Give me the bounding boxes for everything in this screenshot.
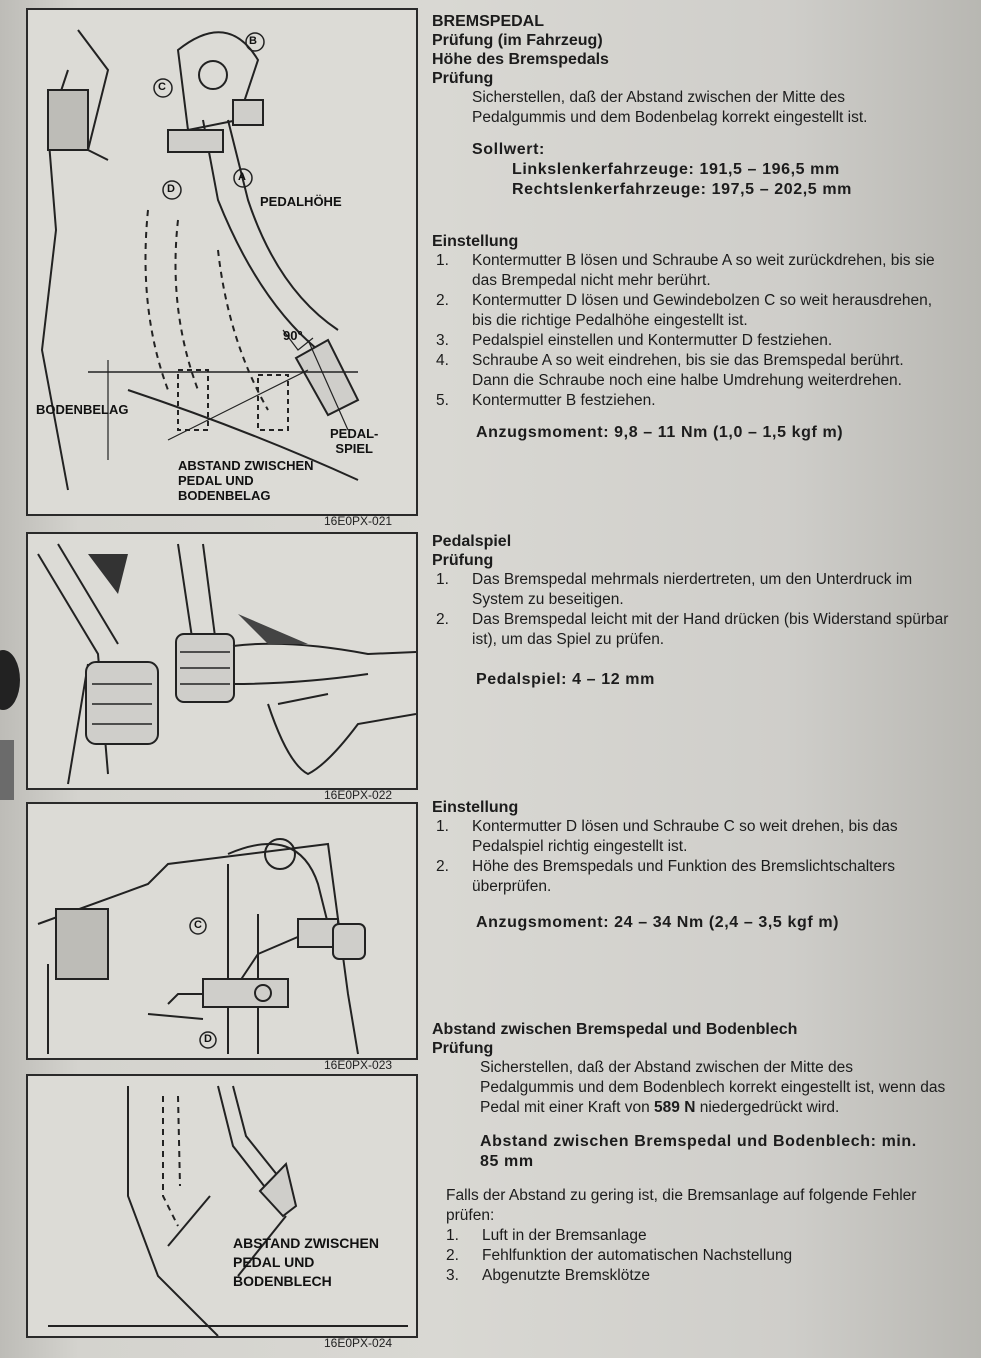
heading-adjustment: Einstellung — [432, 233, 519, 250]
section-adjustment-1 — [432, 232, 962, 443]
label-distance: ABSTAND ZWISCHEN PEDAL UND BODENBELAG — [178, 458, 314, 503]
step-item: 5. Kontermutter B festziehen. — [436, 392, 656, 409]
pedal-bracket-illustration — [28, 804, 416, 1058]
adjustment-steps — [432, 251, 942, 411]
subheading-pedal-height: Höhe des Bremspedals — [432, 51, 609, 68]
figure-code-1: 16E0PX-021 — [324, 514, 393, 528]
label-floor: BODENBELAG — [36, 402, 129, 417]
pedal-play-spec: Pedalspiel: 4 – 12 mm — [476, 671, 655, 688]
step-item: 2. Kontermutter D lösen und Gewindebolzen C so weit herausdrehen, bis die richtige Pedalhöhe eingestellt ist. — [436, 292, 933, 329]
torque-spec-2: Anzugsmoment: 24 – 34 Nm (2,4 – 3,5 kgf m) — [476, 914, 840, 931]
page-edge-tab — [0, 740, 14, 800]
step-item: 3. Pedalspiel einstellen und Kontermutter D festziehen. — [436, 332, 833, 349]
callout-a: A — [238, 171, 246, 183]
figure-code-2: 16E0PX-022 — [324, 788, 393, 802]
intro-floor-distance: Sicherstellen, daß der Abstand zwischen der Mitte des Pedalgummis und dem Bodenblech korrekt eingestellt ist, wenn das Pedal mit einer Kraft von 589 N niedergedrückt wird. — [480, 1059, 946, 1116]
step-item: 4. Schraube A so weit eindrehen, bis sie das Bremspedal berührt. Dann die Schraube noch eine halbe Umdrehung weiterdrehen. — [436, 352, 904, 389]
callout-b: B — [249, 35, 257, 47]
binding-hole — [0, 650, 20, 710]
callout-c-adjust: C — [194, 919, 202, 931]
section-pedal-play — [432, 532, 962, 690]
subheading-check: Prüfung — [432, 70, 494, 87]
subheading-floor-check: Prüfung — [432, 1040, 494, 1057]
label-pedal-play: PEDAL- SPIEL — [330, 426, 379, 456]
figure-pedal-play-check — [26, 532, 418, 790]
heading-adjustment-2: Einstellung — [432, 799, 519, 816]
check-item: 3. Abgenutzte Bremsklötze — [446, 1267, 651, 1284]
label-angle: 90° — [283, 328, 303, 343]
section-brake-pedal — [432, 12, 962, 200]
floor-distance-spec: Abstand zwischen Bremspedal und Bodenblech: min. 85 mm — [480, 1133, 917, 1170]
fault-checklist — [432, 1226, 952, 1286]
label-pedal-height: PEDALHÖHE — [260, 194, 342, 209]
spec-label: Sollwert: — [472, 141, 545, 158]
heading-bremspedal: BREMSPEDAL — [432, 13, 545, 30]
heading-pedal-play: Pedalspiel — [432, 533, 512, 550]
section-floor-distance — [432, 1020, 962, 1286]
spec-right-hand: Rechtslenkerfahrzeuge: 197,5 – 202,5 mm — [512, 181, 853, 198]
label-distance-floor: ABSTAND ZWISCHEN PEDAL UND BODENBLECH — [233, 1235, 379, 1289]
pedal-play-steps — [432, 570, 952, 650]
floor-distance-illustration — [28, 1076, 416, 1336]
figure-code-4: 16E0PX-024 — [324, 1336, 393, 1350]
callout-d: D — [167, 183, 175, 195]
heading-floor-distance: Abstand zwischen Bremspedal und Bodenblech — [432, 1021, 798, 1038]
step-item: 1. Kontermutter D lösen und Schraube C so weit drehen, bis das Pedalspiel richtig eingestellt ist. — [436, 818, 898, 855]
hand-pressing-pedal-illustration — [28, 534, 416, 788]
step-item: 1. Kontermutter B lösen und Schraube A so weit zurückdrehen, bis sie das Brempedal nicht mehr berührt. — [436, 252, 935, 289]
check-intro: Falls der Abstand zu gering ist, die Bremsanlage auf folgende Fehler prüfen: — [446, 1187, 917, 1224]
torque-spec-1: Anzugsmoment: 9,8 – 11 Nm (1,0 – 1,5 kgf m) — [476, 424, 844, 441]
step-item: 1. Das Bremspedal mehrmals nierdertreten, um den Unterdruck im System zu beseitigen. — [436, 571, 913, 608]
figure-pedal-play-adjust — [26, 802, 418, 1060]
figure-pedal-height — [26, 8, 418, 516]
subheading-check-vehicle: Prüfung (im Fahrzeug) — [432, 32, 603, 49]
callout-d-adjust: D — [204, 1033, 212, 1045]
spec-left-hand: Linkslenkerfahrzeuge: 191,5 – 196,5 mm — [512, 161, 840, 178]
subheading-pedal-play-check: Prüfung — [432, 552, 494, 569]
check-item: 2. Fehlfunktion der automatischen Nachstellung — [446, 1247, 793, 1264]
step-item: 2. Höhe des Bremspedals und Funktion des Bremslichtschalters überprüfen. — [436, 858, 896, 895]
figure-floor-distance — [26, 1074, 418, 1338]
section-adjustment-2 — [432, 798, 962, 933]
check-item: 1. Luft in der Bremsanlage — [446, 1227, 647, 1244]
spec-values — [432, 140, 962, 200]
figure-code-3: 16E0PX-023 — [324, 1058, 393, 1072]
intro-pedal-height: Sicherstellen, daß der Abstand zwischen der Mitte des Pedalgummis und dem Bodenbelag korrekt eingestellt ist. — [472, 89, 868, 126]
callout-c: C — [158, 81, 166, 93]
step-item: 2. Das Bremspedal leicht mit der Hand drücken (bis Widerstand spürbar ist), um das Spiel zu prüfen. — [436, 611, 949, 648]
adjustment-steps-2 — [432, 817, 952, 897]
